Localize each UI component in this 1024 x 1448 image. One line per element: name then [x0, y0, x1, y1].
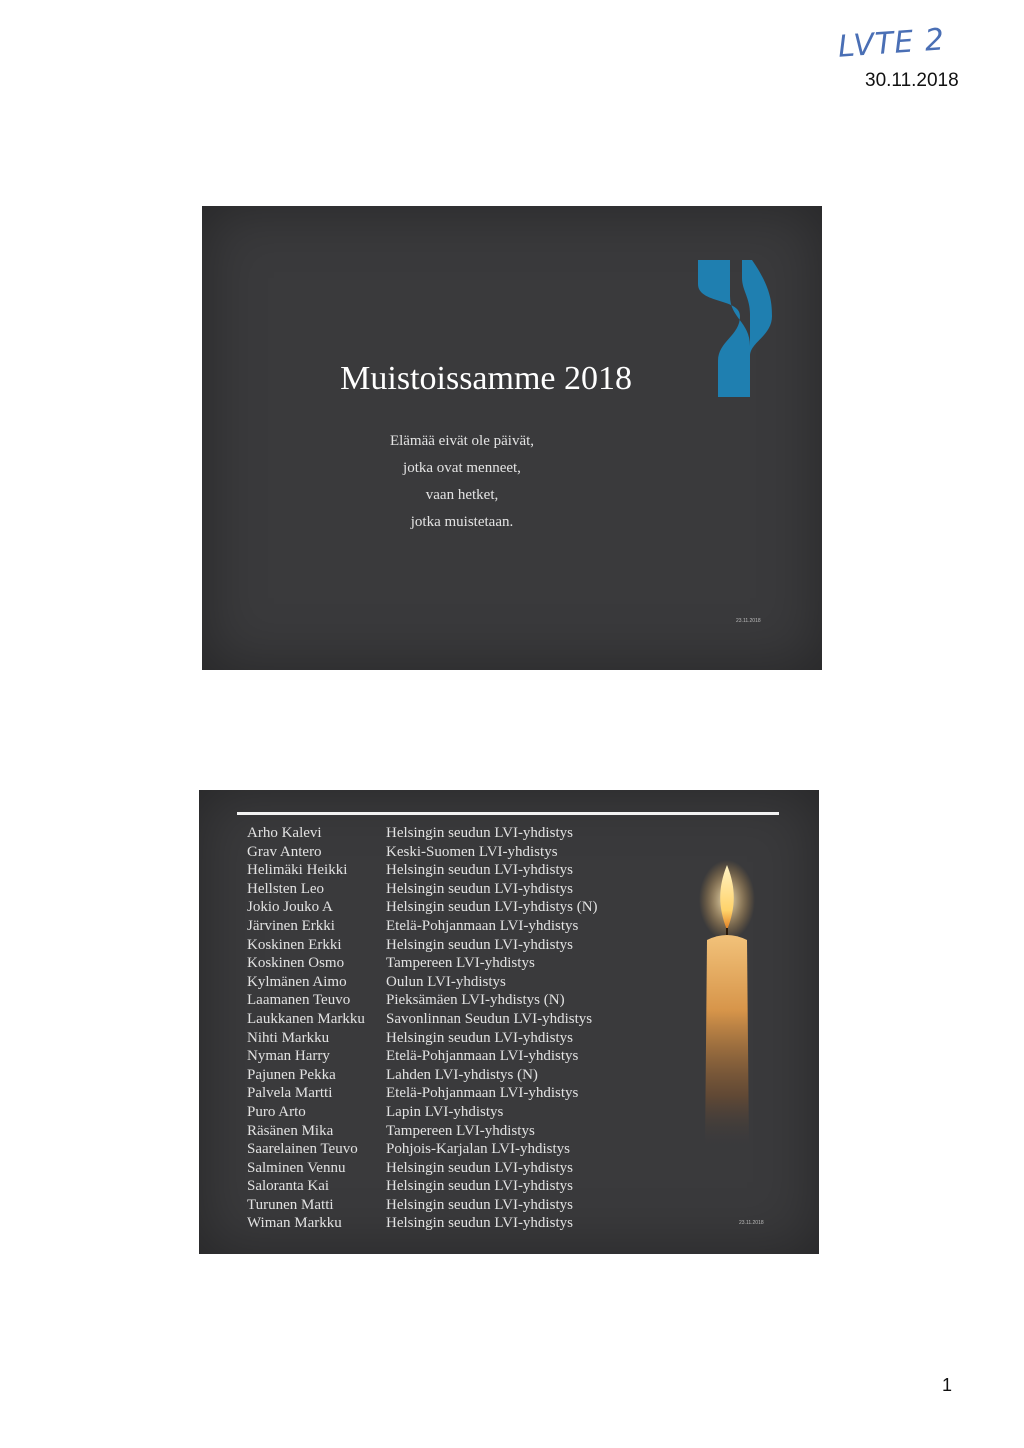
- member-name: Nyman Harry: [247, 1048, 330, 1065]
- list-item: [247, 991, 767, 1010]
- list-item: [247, 1196, 767, 1215]
- list-item: [247, 954, 767, 973]
- member-name: Koskinen Erkki: [247, 936, 342, 953]
- list-item: [247, 1047, 767, 1066]
- member-association: Helsingin seudun LVI-yhdistys: [386, 1215, 573, 1232]
- quote-line: jotka muistetaan.: [410, 514, 514, 530]
- member-name: Wiman Markku: [247, 1215, 342, 1232]
- list-item: [247, 1066, 767, 1085]
- member-association: Pohjois-Karjalan LVI-yhdistys: [386, 1141, 571, 1158]
- quote-line: Elämää eivät ole päivät,: [389, 433, 535, 449]
- list-item: [247, 1177, 767, 1196]
- member-association: Helsingin seudun LVI-yhdistys (N): [386, 899, 598, 916]
- member-association: Lahden LVI-yhdistys (N): [386, 1066, 538, 1083]
- slide-title: Muistoissamme 2018: [340, 360, 632, 397]
- member-name: Pajunen Pekka: [247, 1066, 336, 1083]
- member-name: Saarelainen Teuvo: [247, 1141, 358, 1158]
- member-association: Helsingin seudun LVI-yhdistys: [386, 936, 573, 953]
- member-association: Helsingin seudun LVI-yhdistys: [386, 1178, 573, 1195]
- list-item: [247, 861, 767, 880]
- list-item: [247, 1140, 767, 1159]
- title-divider: [237, 812, 779, 815]
- member-name: Laukkanen Markku: [247, 1010, 365, 1027]
- member-association: Tampereen LVI-yhdistys: [386, 955, 535, 972]
- list-item: [247, 898, 767, 917]
- member-name: Puro Arto: [247, 1103, 306, 1120]
- page-number: 1: [942, 1375, 953, 1395]
- list-item: [247, 1103, 767, 1122]
- list-item: [247, 1029, 767, 1048]
- slide-date: 23.11.2018: [736, 618, 761, 624]
- memorial-list: [247, 824, 767, 1233]
- member-name: Palvela Martti: [247, 1085, 333, 1102]
- member-association: Helsingin seudun LVI-yhdistys: [386, 1159, 573, 1176]
- member-association: Helsingin seudun LVI-yhdistys: [386, 1029, 573, 1046]
- list-item: [247, 1214, 767, 1233]
- member-name: Järvinen Erkki: [247, 917, 335, 934]
- member-name: Laamanen Teuvo: [247, 992, 351, 1009]
- member-name: Arho Kalevi: [247, 825, 322, 841]
- member-association: Etelä-Pohjanmaan LVI-yhdistys: [386, 1085, 579, 1102]
- member-association: Tampereen LVI-yhdistys: [386, 1122, 535, 1139]
- page-date: 30.11.2018: [865, 70, 959, 91]
- list-item: [247, 1159, 767, 1178]
- member-association: Helsingin seudun LVI-yhdistys: [386, 1196, 573, 1213]
- list-item: [247, 1122, 767, 1141]
- slide-date: 23.11.2018: [739, 1220, 764, 1226]
- memorial-quote: [322, 428, 602, 536]
- member-name: Hellsten Leo: [247, 880, 325, 897]
- list-item: [247, 973, 767, 992]
- handwritten-note: LVTE 2: [836, 22, 947, 65]
- member-association: Helsingin seudun LVI-yhdistys: [386, 825, 573, 841]
- member-association: Oulun LVI-yhdistys: [386, 973, 506, 990]
- member-association: Helsingin seudun LVI-yhdistys: [386, 862, 573, 879]
- candle-icon: [697, 860, 757, 1150]
- title-slide: [202, 206, 822, 670]
- member-name: Grav Antero: [247, 843, 322, 860]
- member-name: Kylmänen Aimo: [247, 973, 347, 990]
- list-item: [247, 936, 767, 955]
- member-association: Savonlinnan Seudun LVI-yhdistys: [386, 1010, 593, 1027]
- memorial-list-slide: [199, 790, 819, 1254]
- list-item: [247, 880, 767, 899]
- member-name: Jokio Jouko A: [247, 899, 333, 916]
- association-logo-icon: [690, 256, 780, 401]
- member-association: Lapin LVI-yhdistys: [386, 1103, 504, 1120]
- member-association: Pieksämäen LVI-yhdistys (N): [386, 992, 565, 1009]
- member-name: Koskinen Osmo: [247, 955, 345, 972]
- list-item: [247, 917, 767, 936]
- quote-line: jotka ovat menneet,: [403, 460, 521, 476]
- member-name: Salminen Vennu: [247, 1159, 346, 1176]
- list-item: [247, 1084, 767, 1103]
- member-name: Nihti Markku: [247, 1029, 330, 1046]
- list-item: [247, 824, 767, 843]
- member-association: Helsingin seudun LVI-yhdistys: [386, 880, 573, 897]
- list-item: [247, 1010, 767, 1029]
- member-name: Saloranta Kai: [247, 1178, 330, 1195]
- list-item: [247, 843, 767, 862]
- quote-line: vaan hetket,: [425, 487, 499, 503]
- member-association: Etelä-Pohjanmaan LVI-yhdistys: [386, 1048, 579, 1065]
- member-name: Turunen Matti: [247, 1196, 334, 1213]
- member-association: Keski-Suomen LVI-yhdistys: [386, 843, 558, 860]
- member-association: Etelä-Pohjanmaan LVI-yhdistys: [386, 917, 579, 934]
- member-name: Helimäki Heikki: [247, 862, 348, 879]
- member-name: Räsänen Mika: [247, 1122, 334, 1139]
